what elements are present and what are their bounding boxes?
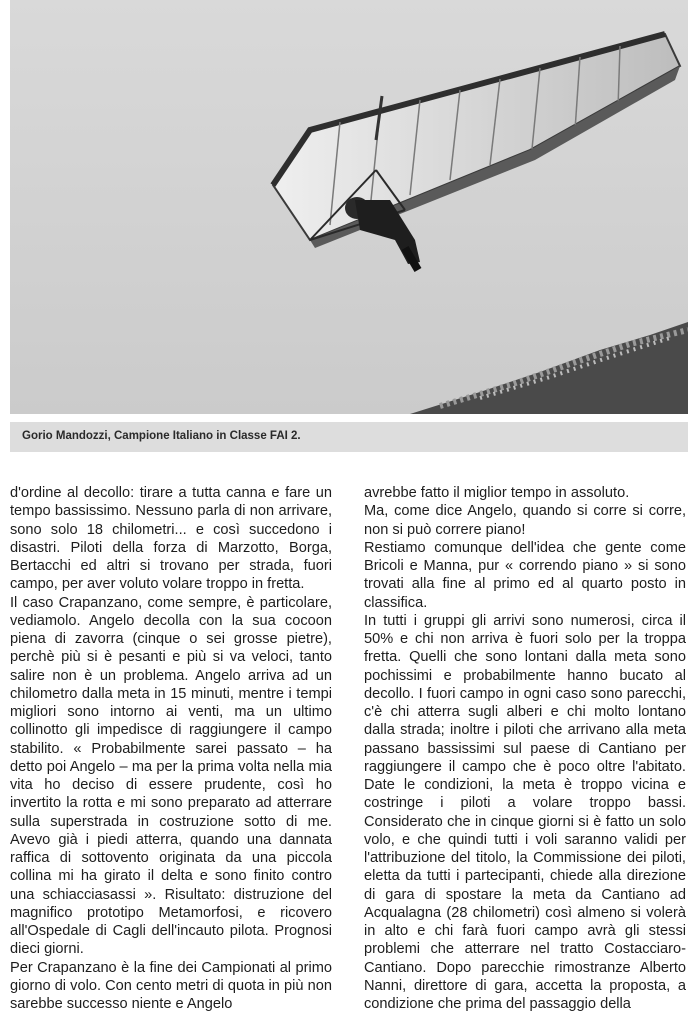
hang-glider-photo bbox=[10, 0, 688, 414]
paragraph: Restiamo comunque dell'idea che gente come Bricoli e Manna, pur « correndo piano » si sono trovati alla fine al primo ed al quarto posto in classifica. bbox=[364, 539, 686, 612]
hang-glider-illustration bbox=[10, 0, 688, 414]
paragraph: d'ordine al decollo: tirare a tutta canna e fare un tempo bassissimo. Nessuno parla di non arrivare, sono solo 18 chilometri... e così succedono i disastri. Piloti della forza di Marzotto, Borga, Bertacchi ed altri si trovano per strada, fuori campo, per aver voluto volare troppo in fretta. bbox=[10, 484, 332, 594]
article-column-right bbox=[364, 484, 686, 1013]
photo-caption: Gorio Mandozzi, Campione Italiano in Classe FAI 2. bbox=[22, 430, 301, 442]
paragraph: In tutti i gruppi gli arrivi sono numerosi, circa il 50% e chi non arriva è fuori solo per la troppa fretta. Quelli che sono lontani dalla meta sono pochissimi e probabilmente hanno bucato al decollo. I fuori campo in ogni caso sono parecchi, c'è chi atterra sugli alberi e chi molto lontano dalla strada; inoltre i piloti che arrivano alla meta passano bassissimi sul paese di Cantiano per raggiungere il campo che è poco oltre l'abitato. Date le condizioni, la meta è troppo vicina e costringe i piloti a volare troppo bassi. Considerato che in cinque giorni si è fatto un solo volo, e che quindi tutti i voli saranno validi per l'attribuzione del titolo, la Commissione dei piloti, eletta da tutti i partecipanti, chiede alla direzione di gara di spostare la meta da Cantiano ad Acqualagna (28 chilometri) così almeno si volerà in alto e chi farà fuori campo avrà gli stessi problemi che atterrare nel tratto Costacciaro-Cantiano. Dopo parecchie rimostranze Alberto Nanni, direttore di gara, accetta la proposta, a condizione che prima del passaggio della bbox=[364, 612, 686, 1013]
article-column-left bbox=[10, 484, 332, 1013]
paragraph: avrebbe fatto il miglior tempo in assoluto. bbox=[364, 484, 686, 502]
paragraph: Il caso Crapanzano, come sempre, è particolare, vediamolo. Angelo decolla con la sua cocoon piena di zavorra (cinque o sei grosse pietre), perchè più si è pesanti e più si va veloci, tanto salire non è un problema. Angelo arriva ad un chilometro dalla meta in 15 minuti, mentre i tempi migliori sono intorno ai venti, ma un ultimo collinotto gli impedisce di raggiungere il campo stabilito. « Probabilmente sarei passato – ha detto poi Angelo – ma per la prima volta nella mia vita ho deciso di essere prudente, così ho invertito la rotta e mi sono preparato ad atterrare sulla superstrada in costruzione sotto di me. Avevo già i piedi atterra, quando una dannata raffica di sottovento originata da una piccola collina mi ha girato il delta e sono finito contro una schiacciasassi ». Risultato: distruzione del magnifico prototipo Metamorfosi, e ricovero all'Ospedale di Cagli dell'incauto pilota. Prognosi dieci giorni. bbox=[10, 594, 332, 959]
paragraph: Per Crapanzano è la fine dei Campionati al primo giorno di volo. Con cento metri di quota in più non sarebbe successo niente e Angelo bbox=[10, 959, 332, 1013]
paragraph: Ma, come dice Angelo, quando si corre si corre, non si può correre piano! bbox=[364, 502, 686, 539]
caption-bar bbox=[10, 422, 688, 452]
